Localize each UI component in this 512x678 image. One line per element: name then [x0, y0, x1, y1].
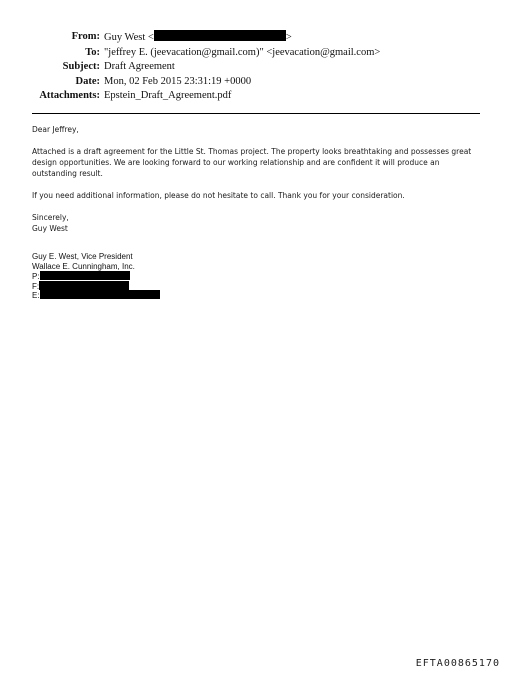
attachments-label: Attachments:	[39, 90, 100, 101]
body-line: Attached is a draft agreement for the Little St. Thomas project. The property looks breathtaking and possesses great	[32, 147, 472, 156]
subject-value: Draft Agreement	[104, 61, 175, 72]
signature-phone-row	[32, 271, 160, 281]
date-row	[0, 75, 512, 90]
subject-row	[0, 60, 512, 75]
signature-block	[32, 252, 160, 300]
to-value: "jeffrey E. (jeevacation@gmail.com)" <jeevacation@gmail.com>	[104, 46, 381, 58]
attachment-filename[interactable]: Epstein_Draft_Agreement.pdf	[104, 90, 232, 101]
email-header	[0, 30, 512, 104]
redaction-bar	[40, 290, 160, 299]
body-line: If you need additional information, please do not hesitate to call. Thank you for your consideration.	[32, 191, 405, 200]
email-label: E:	[32, 291, 40, 300]
body-line: design opportunities. We are looking forward to our working relationship and are confident it will produce an	[32, 158, 440, 167]
redaction-bar	[39, 281, 129, 290]
subject-label: Subject:	[62, 61, 100, 72]
from-sender: Guy West <	[104, 32, 154, 43]
closing-name: Guy West	[32, 224, 68, 233]
body-line: outstanding result.	[32, 169, 103, 178]
signature-name-title: Guy E. West, Vice President	[32, 252, 133, 261]
date-value: Mon, 02 Feb 2015 23:31:19 +0000	[104, 75, 252, 87]
body-paragraph-1	[32, 146, 480, 179]
signature-fax-row	[32, 281, 160, 291]
closing-block	[32, 212, 480, 234]
email-body	[32, 124, 480, 245]
from-value	[104, 30, 292, 46]
signature-email-row	[32, 290, 160, 300]
closing: Sincerely,	[32, 213, 69, 222]
fax-label: F:	[32, 281, 40, 291]
body-paragraph-2	[32, 190, 480, 201]
greeting: Dear Jeffrey,	[32, 125, 79, 134]
from-tail: >	[285, 32, 292, 43]
to-label: To:	[85, 46, 100, 58]
attachments-row	[0, 89, 512, 104]
redaction-bar	[40, 271, 130, 280]
from-row	[0, 30, 512, 46]
from-label: From:	[71, 31, 100, 42]
phone-label: P:	[32, 272, 40, 281]
date-label: Date:	[75, 75, 100, 87]
signature-company: Wallace E. Cunningham, Inc.	[32, 261, 135, 271]
document-id: EFTA00865170	[415, 658, 500, 669]
to-row	[0, 46, 512, 61]
header-divider	[32, 113, 480, 114]
redaction-bar	[154, 30, 286, 41]
